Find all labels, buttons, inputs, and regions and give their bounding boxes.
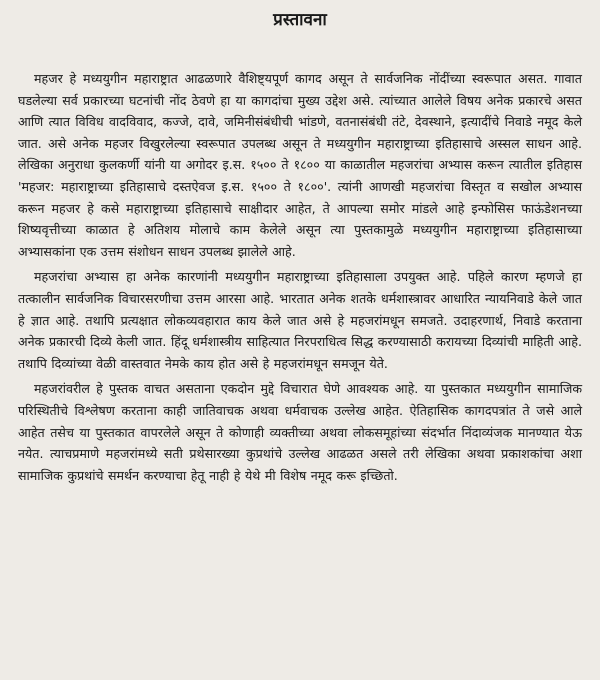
paragraph-2: महजरांचा अभ्यास हा अनेक कारणांनी मध्ययुगीन महाराष्ट्राच्या इतिहासाला उपयुक्त आहे. पहिले कारण म्हणजे हा तत्कालीन सार्वजनिक विचारसरणीचा उत्तम आरसा आहे. भारतात अनेक शतके धर्मशास्त्रावर आधारित न्यायनिवाडे केले जात हे ज्ञात आहे. तथापि प्रत्यक्षात लोकव्यवहारात काय केले जात असे हे महजरांमधून समजते. उदाहरणार्थ, निवाडे करताना अनेक प्रकारची दिव्ये केली जात. हिंदू धर्मशास्त्रीय साहित्यात निरपराधित्व सिद्ध करण्यासाठी करायच्या दिव्यांची माहिती आहे. तथापि दिव्यांच्या वेळी वास्तवात नेमके काय होत असे हे महजरांमधून समजून येते. — [18, 269, 582, 371]
paragraph-3: महजरांवरील हे पुस्तक वाचत असताना एकदोन मुद्दे विचारात घेणे आवश्यक आहे. या पुस्तकात मध्ययुगीन सामाजिक परिस्थितीचे विश्लेषण करताना काही जातिवाचक अथवा धर्मवाचक उल्लेख आहेत. ऐतिहासिक कागदपत्रांत ते जसे आले आहेत तसेच या पुस्तकात वापरलेले असून ते कोणाही व्यक्तीच्या अथवा लोकसमूहांच्या संदर्भात निंदाव्यंजक मानण्यात येऊ नयेत. त्याचप्रमाणे महजरांमध्ये सती प्रथेसारख्या कुप्रथांचे उल्लेख आढळत असले तरी लेखिका अथवा प्रकाशकांचा अशा सामाजिक कुप्रथांचे समर्थन करण्याचा हेतू नाही हे येथे मी विशेष नमूद करू इच्छितो. — [18, 381, 582, 483]
paragraph-1: महजर हे मध्ययुगीन महाराष्ट्रात आढळणारे वैशिष्ट्यपूर्ण कागद असून ते सार्वजनिक नोंदींच्या स्वरूपात असत. गावात घडलेल्या सर्व प्रकारच्या घटनांची नोंद ठेवणे हा या कागदांचा मुख्य उद्देश असे. त्यांच्यात आलेले विषय अनेक प्रकारचे असत आणि त्यात विविध वादविवाद, कज्जे, दावे, जमिनीसंबंधीची भांडणे, वतनासंबंधी तंटे, देवस्थाने, इत्यादींचे निवाडे नमूद केले जात. असे अनेक महजर विखुरलेल्या स्वरूपात उपलब्ध असून ते मध्ययुगीन महाराष्ट्राच्या इतिहासाचे अस्सल साधन आहे. लेखिका अनुराधा कुलकर्णी यांनी या अगोदर इ.स. १५०० ते १८०० या काळातील महजरांचा अभ्यास करून त्यातील इतिहास 'महजर: महाराष्ट्राच्या इतिहासाचे दस्तऐवज इ.स. १५०० ते १८००'. त्यांनी आणखी महजरांचा विस्तृत व सखोल अभ्यास करून महजर हे कसे महाराष्ट्राच्या इतिहासाचे साक्षीदार आहेत, ते आपल्या समोर मांडले आहे इन्फोसिस फाऊंडेशनच्या शिष्यवृत्तीच्या काळात हे अतिशय मोलाचे काम केलेले असून त्या पुस्तकामुळे मध्ययुगीन महाराष्ट्राच्या इतिहासाच्या अभ्यासकांना एक उत्तम संशोधन साधन उपलब्ध झालेले आहे. — [18, 71, 582, 259]
page-title: प्रस्तावना — [273, 10, 327, 30]
